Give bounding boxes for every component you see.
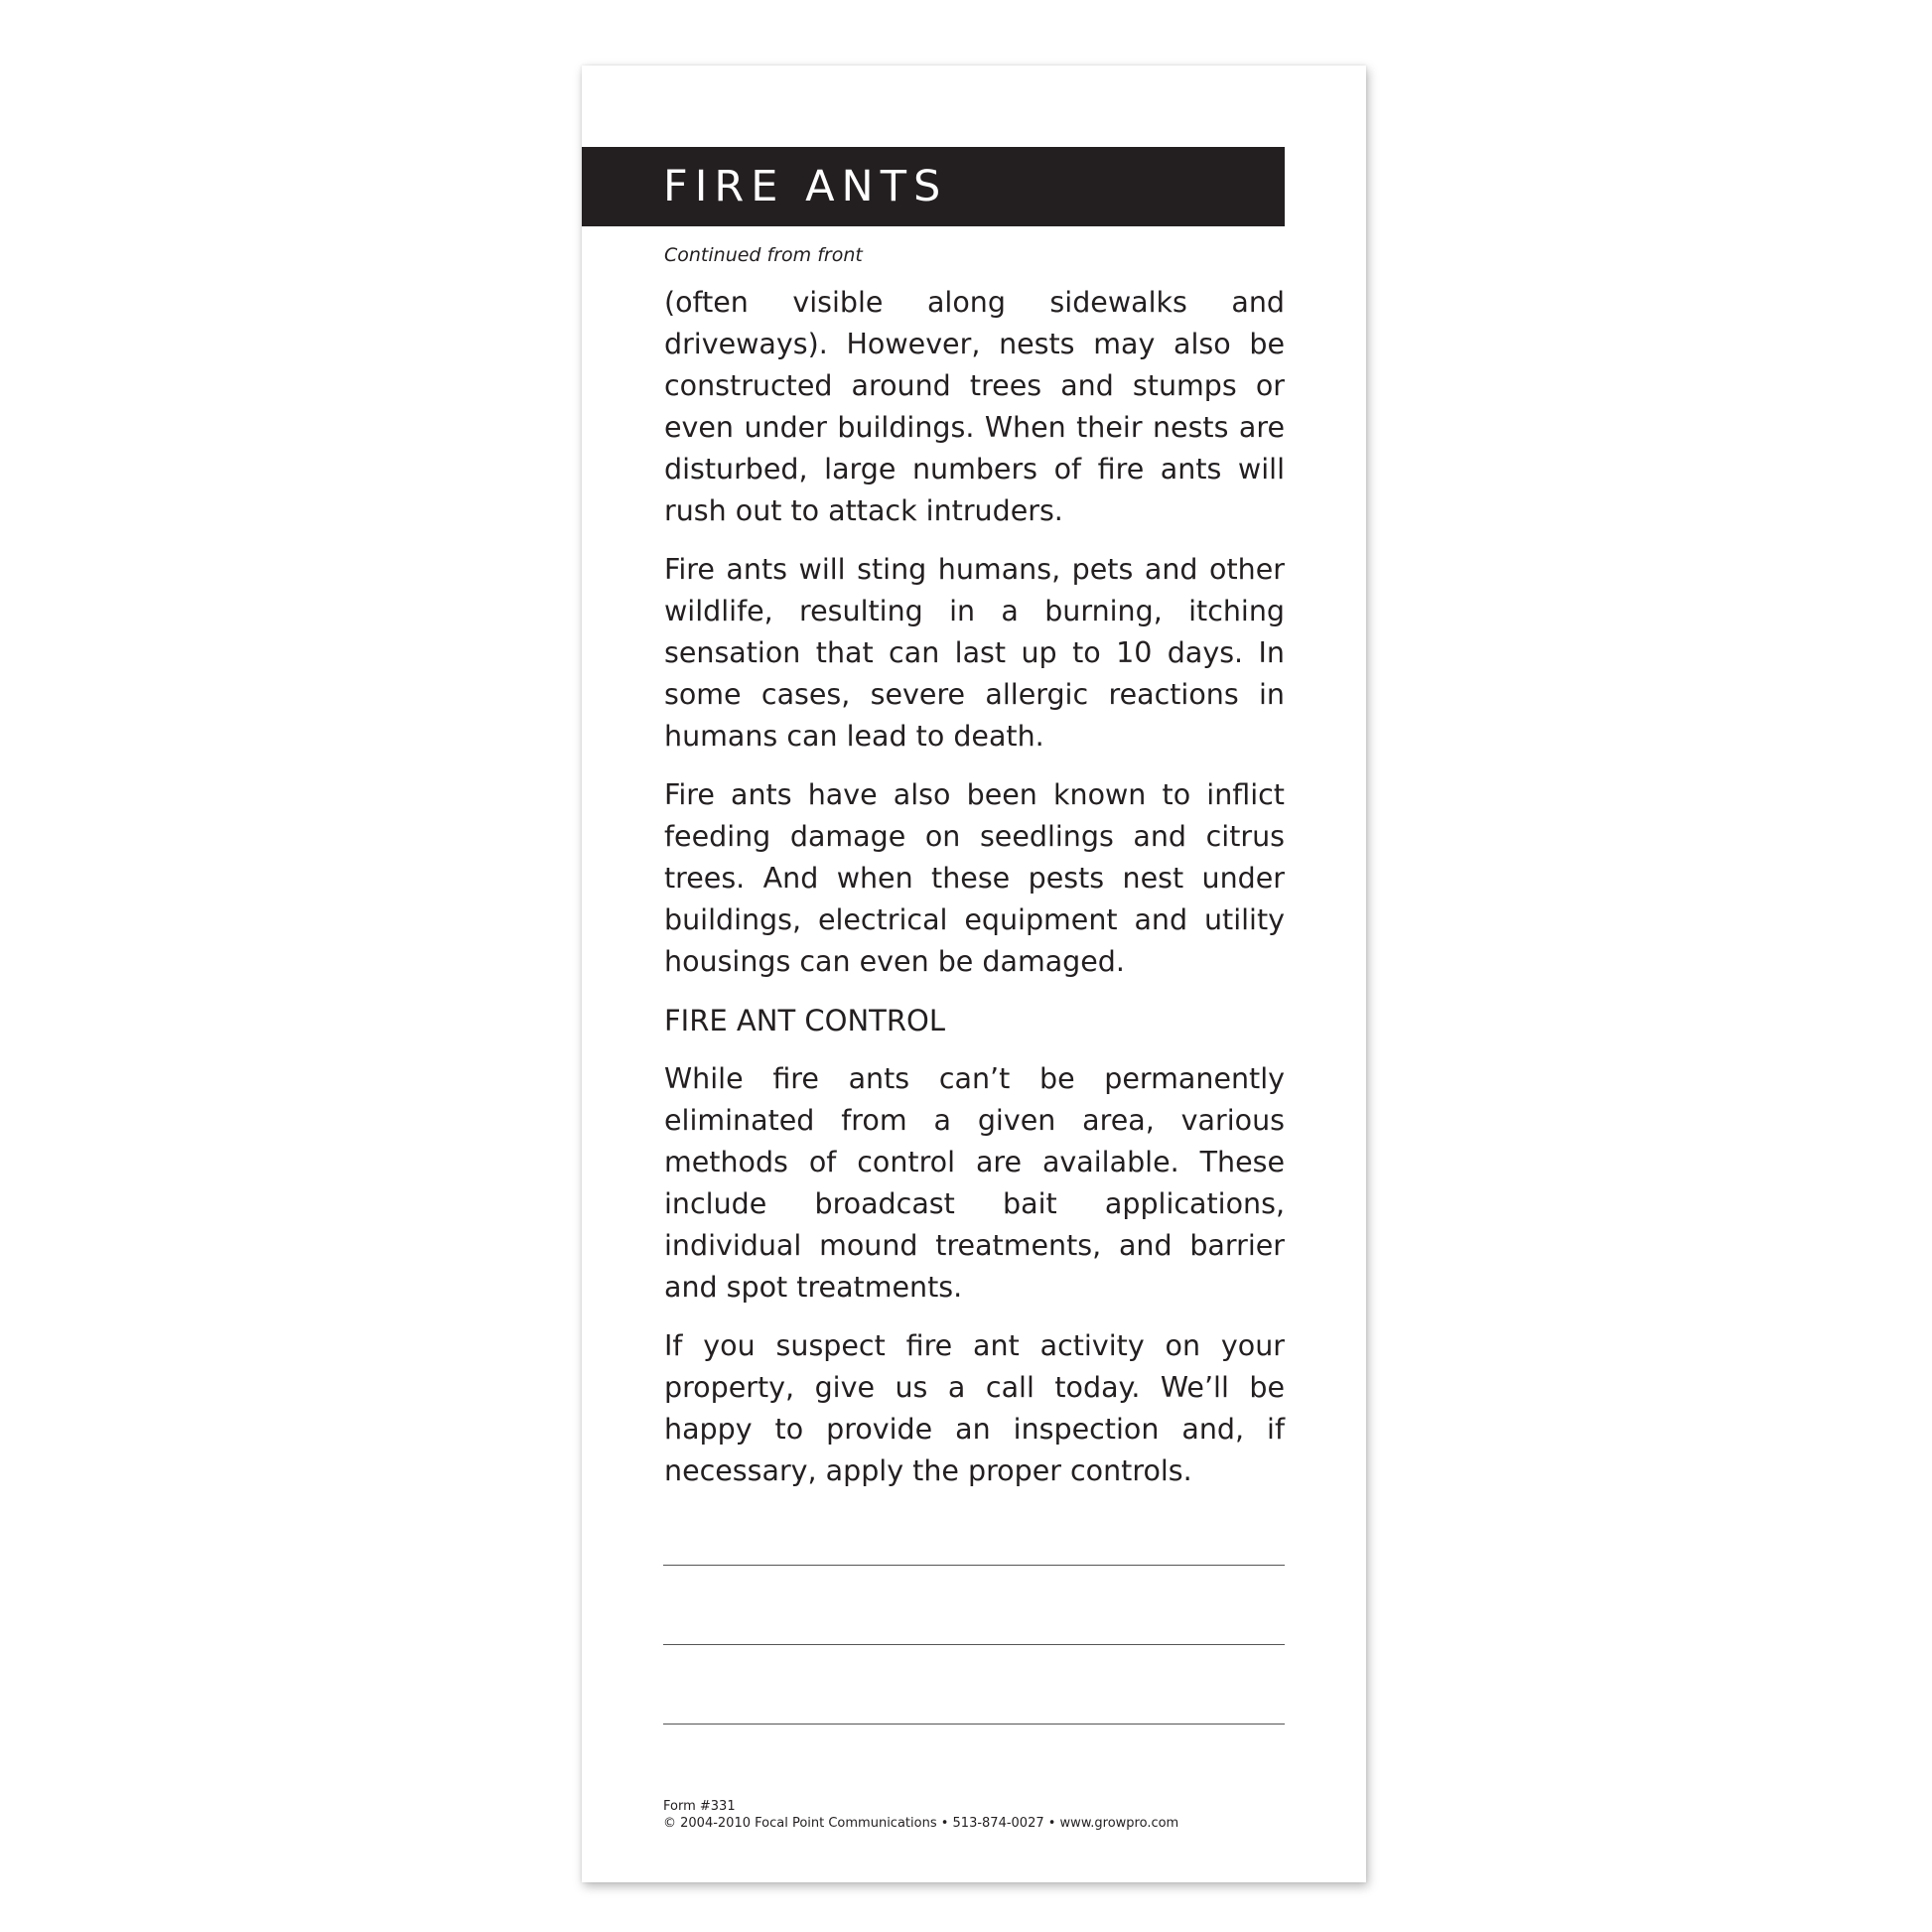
form-number: Form #331: [663, 1799, 736, 1814]
paragraph-nests: (often visible along sidewalks and driveways). However, nests may also be constructed around trees and stumps or even under buildings. When their nests are disturbed, large numbers of fire ants will rush out to attack intruders.: [664, 286, 1285, 527]
continued-note: Continued from front: [664, 244, 863, 266]
paragraph-damage: Fire ants have also been known to inflict feeding damage on seedlings and citrus trees. And when these pests nest under buildings, electrical equipment and utility housings can even be damaged.: [664, 778, 1285, 978]
write-in-line: [663, 1644, 1285, 1645]
paragraph-stings: Fire ants will sting humans, pets and other wildlife, resulting in a burning, itching sensation that can last up to 10 days. In some cases, severe allergic reactions in humans can lead to death.: [664, 553, 1285, 753]
footer: [663, 1798, 1178, 1832]
body-content: [664, 242, 1285, 1509]
title-bar: [582, 147, 1285, 226]
paragraph-call-to-action: If you suspect fire ant activity on your property, give us a call today. We’ll be happy to provide an inspection and, if necessary, apply the proper controls.: [664, 1329, 1285, 1487]
flyer-page: [582, 66, 1366, 1882]
write-in-line: [663, 1724, 1285, 1725]
write-in-line: [663, 1565, 1285, 1566]
section-heading: FIRE ANT CONTROL: [664, 1004, 946, 1037]
page-title: FIRE ANTS: [663, 162, 948, 211]
copyright-line: © 2004-2010 Focal Point Communications • 513-874-0027 • www.growpro.com: [663, 1816, 1179, 1831]
paragraph-control-methods: While fire ants can’t be permanently eliminated from a given area, various methods of control are available. These include broadcast bait applications, individual mound treatments, and barrier and spot treatments.: [664, 1062, 1285, 1304]
